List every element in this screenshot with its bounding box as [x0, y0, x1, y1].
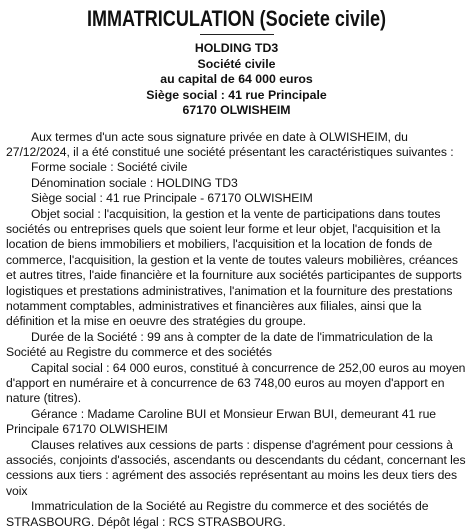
- company-name: HOLDING TD3: [6, 41, 467, 57]
- paragraph-management: Gérance : Madame Caroline BUI et Monsieur Erwan BUI, demeurant 41 rue Principale 67170 OLWISHEIM: [6, 407, 467, 438]
- notice-title: IMMATRICULATION (Societe civile): [47, 6, 425, 32]
- paragraph-corporate-purpose: Objet social : l'acquisition, la gestion et la vente de participations dans toutes sociétés ou entreprises quels que soient leur forme et leur objet, l'acquisition et la location de biens immobiliers et mobiliers, l'acquisition et la location de fonds de commerce, l'acquisition, la gestion et la vente de toutes valeurs mobilières, créances et autres titres, l'aide financière et la fourniture aux sociétés participantes de supports logistiques et prestations administratives, l'animation et la fourniture des prestations notamment comptables, administratives et financières aux filiales, ainsi que la définition et la mise en oeuvre des stratégies du groupe.: [6, 207, 467, 330]
- paragraph-legal-form: Forme sociale : Société civile: [6, 160, 467, 175]
- paragraph-company-name: Dénomination sociale : HOLDING TD3: [6, 176, 467, 191]
- paragraph-duration: Durée de la Société : 99 ans à compter de la date de l'immatriculation de la Société au Registre du commerce et des sociétés: [6, 330, 467, 361]
- company-seat: Siège social : 41 rue Principale: [6, 88, 467, 104]
- paragraph-registration: Immatriculation de la Société au Registre du commerce et des sociétés de STRASBOURG. Dépôt légal : RCS STRASBOURG.: [6, 499, 467, 530]
- company-capital: au capital de 64 000 euros: [6, 72, 467, 88]
- company-city: 67170 OLWISHEIM: [6, 103, 467, 119]
- company-form: Société civile: [6, 57, 467, 73]
- notice-body: [6, 130, 467, 530]
- company-header: [6, 41, 467, 119]
- paragraph-intro: Aux termes d'un acte sous signature privée en date à OLWISHEIM, du 27/12/2024, il a été constitué une société présentant les caractéristiques suivantes :: [6, 130, 467, 161]
- paragraph-share-transfer: Clauses relatives aux cessions de parts : dispense d'agrément pour cessions à associés, conjoints d'associés, ascendants ou descendants du cédant, concernant les cessions aux tiers : agrément des associés représentant au moins les deux tiers des voix: [6, 438, 467, 500]
- title-divider: [200, 34, 274, 35]
- paragraph-share-capital: Capital social : 64 000 euros, constitué à concurrence de 252,00 euros au moyen d'apport en numéraire et à concurrence de 63 748,00 euros au moyen d'apport en nature (titres).: [6, 361, 467, 407]
- paragraph-registered-office: Siège social : 41 rue Principale - 67170 OLWISHEIM: [6, 191, 467, 206]
